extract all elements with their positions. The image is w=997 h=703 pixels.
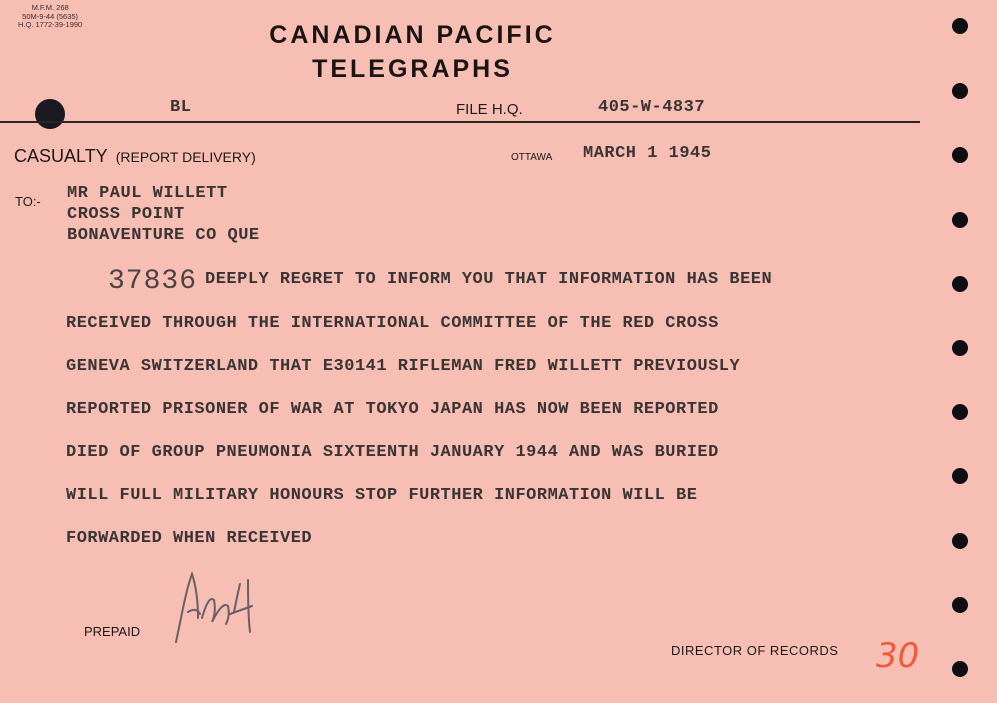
tractor-feed-hole	[952, 468, 968, 484]
prepaid-label: PREPAID	[84, 624, 141, 639]
company-subtitle: TELEGRAPHS	[312, 55, 513, 83]
message-line: GENEVA SWITZERLAND THAT E30141 RIFLEMAN FRED WILLETT PREVIOUSLY	[66, 357, 741, 376]
message-number: 37836	[108, 266, 198, 297]
tractor-feed-hole	[952, 597, 968, 613]
origin-city: OTTAWA	[511, 152, 553, 163]
tractor-feed-hole	[952, 276, 968, 292]
message-line: RECEIVED THROUGH THE INTERNATIONAL COMMITTEE OF THE RED CROSS	[66, 314, 719, 333]
classification-note: (REPORT DELIVERY)	[115, 149, 256, 165]
to-label: TO:-	[15, 194, 41, 209]
classification-label: CASUALTY	[14, 146, 108, 166]
message-line: DIED OF GROUP PNEUMONIA SIXTEENTH JANUARY 1944 AND WAS BURIED	[66, 443, 719, 462]
company-heading	[240, 18, 585, 86]
form-code-line: 50M-9-44 (5635)	[22, 11, 79, 21]
company-name: CANADIAN PACIFIC	[269, 21, 556, 49]
message-line: REPORTED PRISONER OF WAR AT TOKYO JAPAN HAS NOW BEEN REPORTED	[66, 400, 719, 419]
tractor-feed-hole	[952, 83, 968, 99]
header-rule	[0, 121, 920, 123]
message-line: FORWARDED WHEN RECEIVED	[66, 529, 313, 548]
message-line: DEEPLY REGRET TO INFORM YOU THAT INFORMATION HAS BEEN	[205, 270, 773, 289]
address-line: BONAVENTURE CO QUE	[67, 226, 260, 245]
message-first-line	[108, 266, 772, 297]
punch-hole	[35, 99, 65, 129]
classification	[14, 146, 256, 167]
office-code: BL	[170, 98, 192, 117]
tractor-feed-hole	[952, 661, 968, 677]
signature: DIRECTOR OF RECORDS	[671, 643, 839, 658]
form-code-line: M.F.M. 268	[31, 3, 69, 12]
form-code-line: H.Q. 1772-39-1990	[18, 20, 83, 29]
address-line: CROSS POINT	[67, 205, 185, 224]
tractor-feed-hole	[952, 533, 968, 549]
message-line: WILL FULL MILITARY HONOURS STOP FURTHER INFORMATION WILL BE	[66, 486, 698, 505]
file-label: FILE H.Q.	[456, 101, 523, 118]
handwritten-number: 30	[876, 636, 920, 676]
recipient-address	[67, 183, 260, 246]
tractor-feed-hole	[952, 18, 968, 34]
file-number: 405-W-4837	[598, 98, 706, 117]
tractor-feed-hole	[952, 340, 968, 356]
handwritten-initials	[168, 566, 263, 646]
form-code	[18, 4, 82, 30]
address-line: MR PAUL WILLETT	[67, 184, 228, 203]
tractor-feed-hole	[952, 404, 968, 420]
message-date: MARCH 1 1945	[583, 144, 712, 163]
tractor-feed-hole	[952, 147, 968, 163]
tractor-feed-hole	[952, 212, 968, 228]
